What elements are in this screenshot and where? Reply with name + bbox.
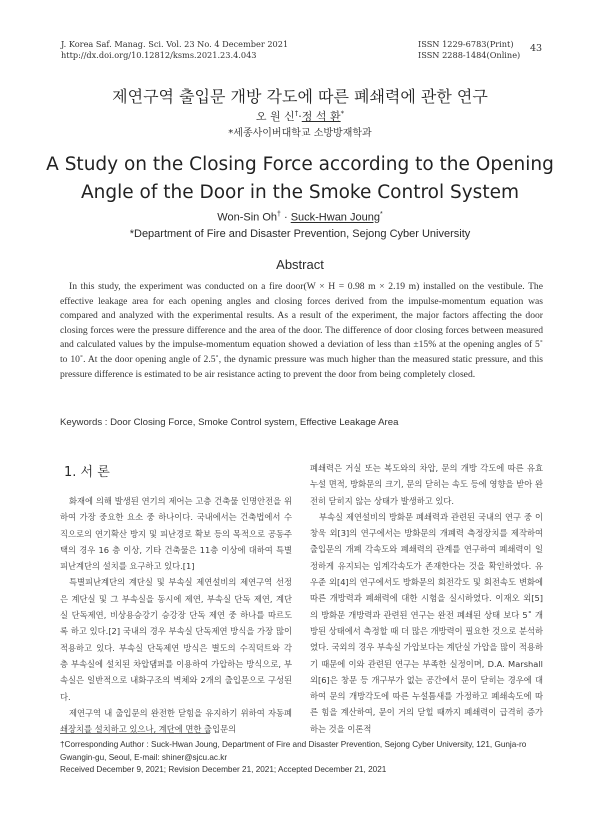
section-title-introduction: 1. 서 론 [64, 465, 110, 480]
paragraph: 화재에 의해 발생된 연기의 제어는 고층 건축물 인명안전을 위하여 가장 중요한 요소 중 하나이다. 국내에서는 건축법에서 수직으로의 연기확산 방지 및 피난경로 확보 등의 목적으로 공동주택의 경우 16 층 이상, 기타 건축물은 11층 이상에 대하여 특별피난계단의 설치를 요구하고 있다.[1] [60, 496, 292, 572]
korean-authors [0, 108, 600, 124]
english-author-1-mark: † [277, 211, 281, 218]
paragraph: 특별피난계단의 계단실 및 부속실 제연설비의 제연구역 선정은 계단실 및 그 부속실을 동시에 제연, 부속실 단독 제연, 계단실 단독제연, 비상용승강기 승강장 단독 제연 중 하나를 따르도록 하고 있다.[2] 국내의 경우 부속실 단독제연 방식을 가장 많이 적용하고 있다. 부속실 단독제연 방식은 별도의 수직덕트와 각 층 부속실에 설치된 차압댐퍼를 이용하여 가압하는 방식으로, 부속실은 일반적으로 내화구조의 벽체와 2개의 출입문으로 구성된다. [60, 577, 292, 702]
footnote-divider [60, 733, 210, 734]
korean-author-2-mark: * [340, 109, 345, 118]
english-affiliation: *Department of Fire and Disaster Prevention, Sejong Cyber University [129, 228, 471, 240]
korean-title: 제연구역 출입문 개방 각도에 따른 폐쇄력에 관한 연구 [112, 87, 488, 106]
author-address-email: Gwangin-gu, Seoul, E-mail: shiner@sjcu.ac.kr [60, 752, 228, 762]
paragraph: 제연구역 내 출입문의 완전한 닫힘을 유지하기 위하여 자동폐쇄장치를 설치하고 있으나, 계단에 면한 출입문의 [60, 707, 292, 735]
keywords: Keywords : Door Closing Force, Smoke Control system, Effective Leakage Area [60, 417, 399, 428]
issn-block [418, 39, 520, 61]
english-authors [0, 211, 600, 224]
korean-author-1-mark: † [294, 109, 299, 118]
author-separator: · [298, 110, 302, 123]
issn-print: ISSN 1229-6783(Print) [418, 39, 514, 49]
received-dates: Received December 9, 2021; Revision December 21, 2021; Accepted December 21, 2021 [60, 765, 387, 774]
corresponding-author: †Corresponding Author : Suck-Hwan Joung, Department of Fire and Disaster Prevention, Sejong Cyber University, 121, Gunja-ro [60, 740, 527, 749]
doi-link[interactable]: http://dx.doi.org/10.12812/ksms.2021.23.4.043 [61, 50, 257, 60]
english-author-1: Won-Sin Oh [217, 211, 277, 224]
english-author-2-mark: * [379, 211, 383, 218]
english-author-2: Suck-Hwan Joung [290, 211, 380, 224]
paragraph: 부속실 제연설비의 방화문 폐쇄력과 관련된 국내의 연구 중 이창욱 외[3]의 연구에서는 방화문의 개폐력 측정장치를 제작하여 출입문의 개폐 각속도와 폐쇄력의 관계를 연구하여 폐쇄력이 일정하게 유지되는 임계각속도가 존재한다는 것을 확인하였다. 유우준 외[4]의 연구에서도 방화문의 회전각도 및 회전속도 변화에 따른 개방력과 폐쇄력에 대한 시험을 실시하였다. 이재오 외[5]의 방화문 개방력과 관련된 연구는 완전 폐쇄된 상태 보다 5˚ 개방된 상태에서 측정할 때 더 많은 개방력이 필요한 것으로 분석하였다. 국외의 경우 부속실 가압보다는 계단실 가압을 많이 적용하기 때문에 이와 관련된 연구는 부족한 실정이며, D.A. Marshall 외[6]은 창문 등 개구부가 없는 공간에서 문이 닫히는 경우에 대하여 문의 개방각도에 따른 누설틈새를 가정하고 폐쇄속도에 따른 힘을 계산하여, 문이 거의 닫힐 때까지 폐쇄력이 급격히 증가하는 것을 이론적 [310, 511, 543, 734]
journal-issue: J. Korea Saf. Manag. Sci. Vol. 23 No. 4 December 2021 [61, 39, 289, 49]
english-title: A Study on the Closing Force according to the Opening Angle of the Door in the Smoke Control System [46, 154, 554, 203]
abstract-heading: Abstract [276, 257, 324, 272]
paragraph: 폐쇄력은 거실 또는 복도와의 차압, 문의 개방 각도에 따른 유효누설 면적, 방화문의 크기, 문의 닫히는 속도 등에 영향을 받아 완전히 닫히지 않는 상태가 발생하고 있다. [310, 463, 543, 506]
issn-online: ISSN 2288-1484(Online) [418, 50, 521, 60]
abstract-body [60, 280, 543, 382]
abstract-text: In this study, the experiment was conducted on a fire door(W × H = 0.98 m × 2.19 m) installed on the vestibule. The effective leakage area for each opening angles and closing forces derived from the impulse-momentum equation was compared and analyzed with the experimental results. As a result of the experiment, the major factors affecting the door closing forces were the pressure difference and the area of the door. The difference of door closing forces between measured and calculated values by the impulse-momentum equation showed a deviation of less than ±15% at the opening angles of 5˚ to 10˚. At the door opening angle of 2.5˚, the dynamic pressure was much higher than the measured static pressure, and this pressure difference is estimated to be air resistance acting to prevent the door from being completely closed. [60, 281, 543, 380]
korean-affiliation: *세종사이버대학교 소방방재학과 [228, 128, 372, 139]
korean-author-1: 오 원 신 [255, 110, 295, 123]
right-column [310, 460, 543, 737]
left-column [60, 493, 292, 737]
footnote [60, 739, 550, 777]
page-number: 43 [530, 43, 543, 54]
journal-citation [61, 39, 288, 61]
korean-author-2: 정 석 환 [301, 110, 341, 123]
english-author-separator: · [280, 211, 291, 224]
